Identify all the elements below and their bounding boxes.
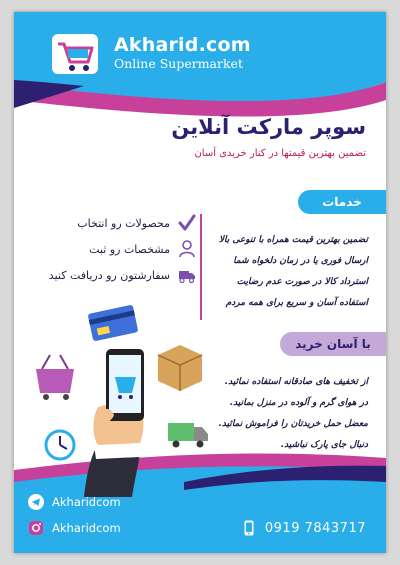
instagram-handle: Akharidcom xyxy=(52,521,121,535)
phone-contact[interactable] xyxy=(241,520,366,536)
telegram-icon xyxy=(28,494,44,510)
smartphone-icon xyxy=(106,349,144,421)
basket-icon xyxy=(36,355,74,400)
service-item: استرداد کالا در صورت عدم رضایت xyxy=(236,277,368,287)
credit-card-icon xyxy=(88,305,139,342)
easy-item: دنبال جای پارک نباشید. xyxy=(280,440,368,450)
service-item: استفاده آسان و سریع برای همه مردم xyxy=(225,298,368,308)
easy-shopping-list xyxy=(190,372,368,456)
instagram-contact[interactable] xyxy=(28,520,121,536)
feature-item-register xyxy=(28,236,196,262)
headline-title: سوپر مارکت آنلاین xyxy=(171,115,366,139)
service-item: ارسال فوری یا در زمان دلخواه شما xyxy=(233,256,368,266)
feature-label: محصولات رو انتخاب xyxy=(77,216,170,230)
easy-item: معضل حمل خریدتان را فراموش نمائید. xyxy=(218,419,368,429)
shopping-illustration xyxy=(28,297,213,497)
instagram-icon xyxy=(28,520,44,536)
phone-icon xyxy=(241,520,257,536)
headline-subtitle: تضمین بهترین قیمتها در کنار خریدی آسان xyxy=(194,148,366,159)
user-icon xyxy=(178,240,196,258)
cart-logo-icon xyxy=(46,30,104,82)
flyer xyxy=(14,12,386,553)
brand-name: Akharid.com xyxy=(114,34,251,56)
easy-item: در هوای گرم و آلوده در منزل بمانید. xyxy=(229,398,368,408)
telegram-contact[interactable] xyxy=(28,494,121,510)
feature-item-select xyxy=(28,210,196,236)
service-item: تضمین بهترین قیمت همراه با تنوعی بالا xyxy=(218,235,368,245)
easy-shopping-heading: با آسان خرید xyxy=(280,332,386,356)
easy-item: از تخفیف های صادقانه استفاده نمائید. xyxy=(224,377,368,387)
delivery-truck-icon xyxy=(168,423,208,448)
box-icon xyxy=(158,345,202,391)
check-icon xyxy=(178,214,196,232)
services-heading: خدمات xyxy=(298,190,386,214)
delivery-truck-icon xyxy=(178,266,196,284)
phone-number: 0919 7843717 xyxy=(264,520,366,536)
brand-tagline: Online Supermarket xyxy=(114,56,243,71)
feature-list xyxy=(28,210,196,288)
feature-label: سفارشتون رو دریافت کنید xyxy=(48,268,170,282)
clock-icon xyxy=(46,431,74,459)
feature-label: مشخصات رو ثبت xyxy=(89,242,170,256)
feature-item-receive xyxy=(28,262,196,288)
services-list xyxy=(198,230,368,314)
telegram-handle: Akharidcom xyxy=(52,495,121,509)
